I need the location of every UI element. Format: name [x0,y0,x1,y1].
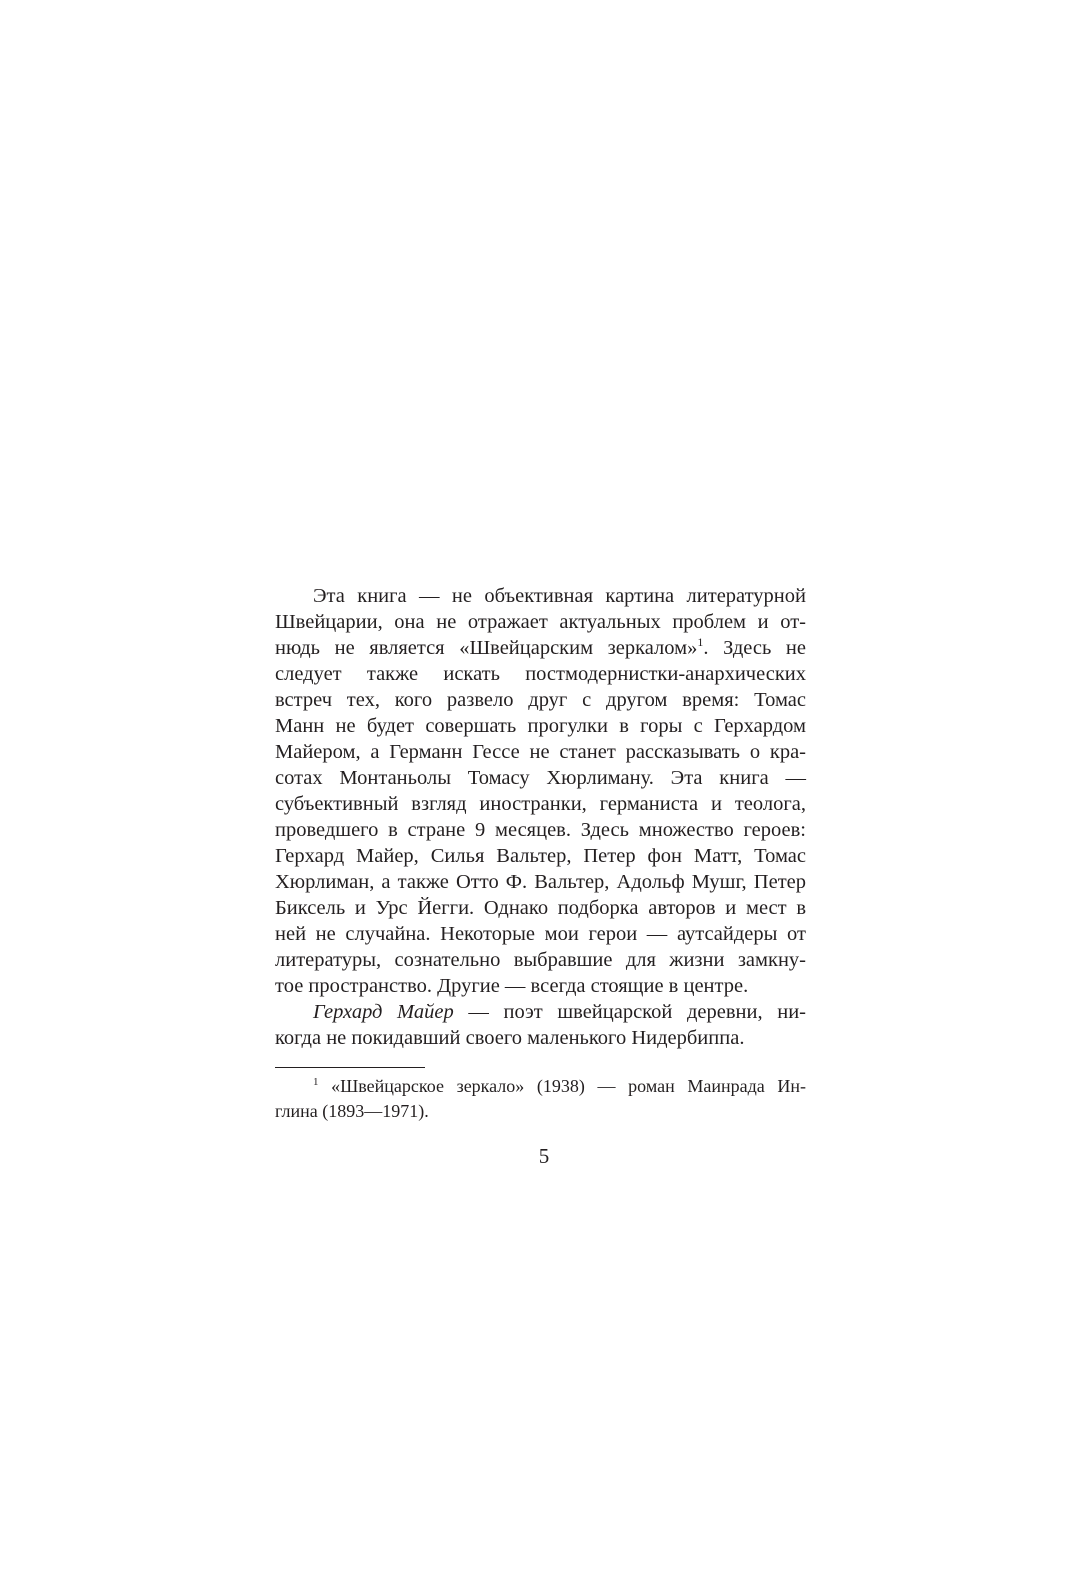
text-fragment: нюдь не является «Швейцарским зеркалом» [275,637,698,659]
text-line: субъективный взгляд иностранки, германиста и теолога, [275,793,806,815]
main-text [275,583,806,1051]
text-fragment: . Здесь не [703,637,806,659]
page-number: 5 [538,1144,550,1168]
text-line: литературы, сознательно выбравшие для жизни замкну- [275,949,806,971]
author-name: Герхард Майер [313,1001,454,1023]
text-line: тое пространство. Другие — всегда стоящие в центре. [275,975,749,997]
footnote [275,1074,806,1124]
text-fragment: «Швейцарское зеркало» (1938) — роман Маинрада Ин- [318,1076,806,1096]
text-line: Хюрлиман, а также Отто Ф. Вальтер, Адольф Мушг, Петер [275,871,806,893]
text-line: Швейцарии, она не отражает актуальных проблем и от- [275,611,806,633]
text-line: проведшего в стране 9 месяцев. Здесь множество героев: [275,819,806,841]
footnote-line: глина (1893—1971). [275,1101,429,1121]
text-line: Биксель и Урс Йегги. Однако подборка авторов и мест в [275,897,806,919]
text-line: встреч тех, кого развело друг с другом время: Томас [275,689,806,711]
text-line: Манн не будет совершать прогулки в горы с Герхардом [275,715,806,737]
text-line: когда не покидавший своего маленького Нидербиппа. [275,1027,745,1049]
text-line: сотах Монтаньолы Томасу Хюрлиману. Эта книга — [275,767,806,789]
footnote-line [275,1074,806,1099]
footnote-divider [275,1067,425,1068]
text-line [275,635,806,661]
text-line: ней не случайна. Некоторые мои герои — аутсайдеры от [275,923,806,945]
footnote-marker: 1 [313,1076,319,1088]
text-line: Герхард Майер, Силья Вальтер, Петер фон Матт, Томас [275,845,806,867]
text-line: Эта книга — не объективная картина литературной [313,585,806,607]
text-line [275,999,806,1025]
text-line: Майером, а Германн Гессе не станет рассказывать о кра- [275,741,806,763]
text-line: следует также искать постмодернистки-анархических [275,663,806,685]
footnote-reference[interactable]: 1 [697,635,704,650]
text-fragment: — поэт швейцарской деревни, ни- [453,1001,806,1023]
